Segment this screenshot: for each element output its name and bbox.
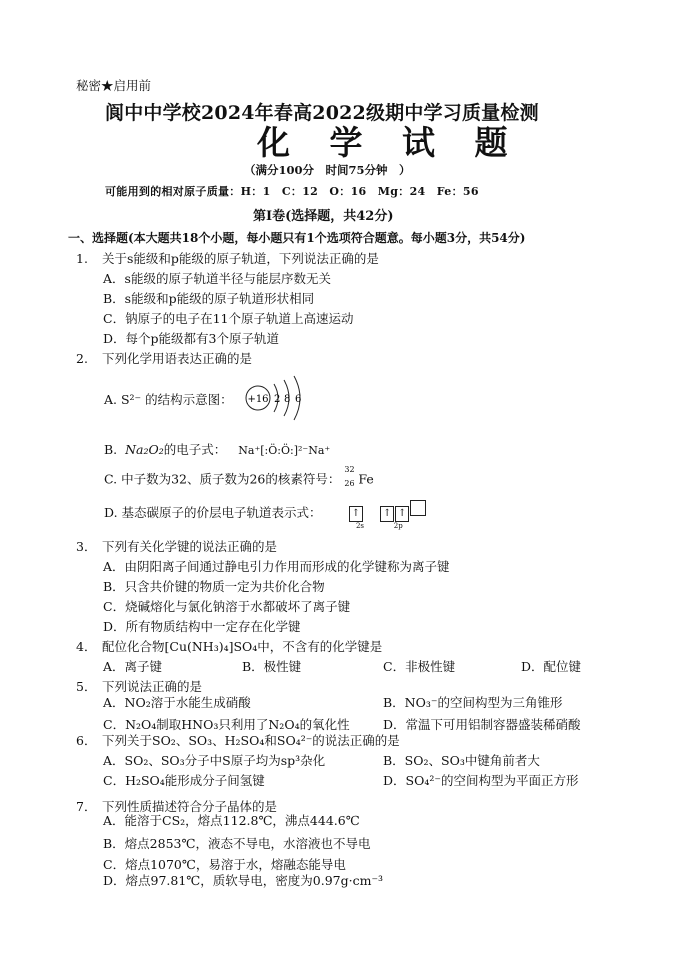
q2-option-c: C. 中子数为32、质子数为26的核素符号： 32 26 Fe [104, 465, 374, 488]
question-number: 6． [76, 733, 97, 748]
q6-option-c: C．H₂SO₄能形成分子间氢键 [103, 773, 265, 788]
confidential-label: 秘密★启用前 [76, 78, 152, 93]
q3-option-a: A．由阴阳离子间通过静电引力作用而形成的化学键称为离子键 [103, 559, 450, 574]
page-title: 化 学 试 题 [257, 123, 522, 162]
question-7 [76, 801, 277, 814]
question-stem: 下列有关化学键的说法正确的是 [102, 539, 278, 554]
q1-option-a: A．s能级的原子轨道半径与能层序数无关 [103, 271, 331, 286]
question-number: 2. [76, 351, 88, 366]
q4-option-a: A．离子键 [103, 659, 163, 674]
question-3 [76, 541, 277, 554]
q6-option-b: B．SO₂、SO₃中键角前者大 [383, 753, 540, 768]
question-6 [76, 735, 400, 748]
q7-option-a: A．能溶于CS₂，熔点112.8℃，沸点444.6℃ [103, 813, 360, 828]
section-instruction: 一、选择题(本大题共18个小题，每小题只有1个选项符合题意。每小题3分，共54分) [68, 231, 526, 245]
q4-option-c: C．非极性键 [383, 659, 456, 674]
q5-option-b: B．NO₃⁻的空间构型为三角锥形 [383, 695, 563, 710]
q2-option-d-text: D. 基态碳原子的价层电子轨道表示式： [104, 505, 322, 520]
q1-option-d: D．每个p能级都有3个原子轨道 [103, 331, 279, 346]
q2-option-b: B. Na₂O₂的电子式： Na⁺[:Ö:Ö:]²⁻Na⁺ [104, 442, 331, 457]
question-number: 3． [76, 539, 97, 554]
orbital-2p-box: ↑ [395, 506, 409, 522]
question-4 [76, 641, 382, 654]
question-number: 7． [76, 799, 97, 814]
question-1 [76, 253, 379, 266]
question-stem: 下列关于SO₂、SO₃、H₂SO₄和SO₄²⁻的说法正确的是 [102, 733, 400, 748]
q4-option-d: D．配位键 [521, 659, 582, 674]
q4-option-b: B．极性键 [242, 659, 302, 674]
formula-label: Na₂O₂ [125, 442, 164, 457]
orbital-label-2s: 2s [355, 522, 365, 530]
atomic-structure-diagram [244, 372, 310, 424]
part-title: 第Ⅰ卷(选择题，共42分) [253, 209, 394, 224]
orbital-diagram [349, 500, 427, 530]
question-stem: 下列化学用语表达正确的是 [102, 351, 253, 366]
q7-option-c: C．熔点1070℃，易溶于水，熔融态能导电 [103, 857, 346, 872]
orbital-2p-box-empty [410, 500, 426, 516]
q2-option-a-text: A. S²⁻ 的结构示意图： [104, 392, 233, 407]
q3-option-d: D．所有物质结构中一定存在化学键 [103, 619, 301, 634]
shell-2-count: 8 [284, 394, 291, 405]
electron-formula: Na⁺[:Ö:Ö:]²⁻Na⁺ [238, 444, 331, 457]
question-stem: 关于s能级和p能级的原子轨道，下列说法正确的是 [102, 251, 379, 266]
q5-option-c: C．N₂O₄制取HNO₃只利用了N₂O₄的氧化性 [103, 717, 350, 732]
question-stem: 配位化合物[Cu(NH₃)₄]SO₄中，不含有的化学键是 [102, 639, 383, 654]
question-5 [76, 681, 202, 694]
atomic-masses: 可能用到的相对原子质量：H：1 C：12 O：16 Mg：24 Fe：56 [105, 185, 479, 198]
q3-option-c: C．烧碱熔化与氯化钠溶于水都破坏了离子键 [103, 599, 351, 614]
q6-option-a: A．SO₂、SO₃分子中S原子均为sp³杂化 [103, 753, 326, 768]
q5-option-d: D．常温下可用铝制容器盛装稀硝酸 [383, 717, 581, 732]
orbital-2p-box: ↑ [380, 506, 394, 522]
q7-option-d: D．熔点97.81℃，质软导电，密度为0.97g·cm⁻³ [103, 873, 384, 888]
school-exam-line: 阆中中学校2024年春高2022级期中学习质量检测 [105, 102, 539, 124]
q6-option-d: D．SO₄²⁻的空间构型为平面正方形 [383, 773, 579, 788]
shell-1-count: 2 [274, 394, 281, 405]
question-number: 1. [76, 251, 88, 266]
nucleus-charge: +16 [247, 394, 269, 405]
orbital-label-2p: 2p [393, 522, 403, 530]
atomic-number: 26 [344, 479, 355, 488]
q3-option-b: B．只含共价键的物质一定为共价化合物 [103, 579, 325, 594]
question-2 [76, 353, 252, 366]
question-stem: 下列说法正确的是 [102, 679, 203, 694]
q5-option-a: A．NO₂溶于水能生成硝酸 [103, 695, 251, 710]
mass-number: 32 [344, 465, 355, 474]
question-stem: 下列性质描述符合分子晶体的是 [102, 799, 278, 814]
exam-meta: （满分100分 时间75分钟 ） [244, 163, 411, 177]
shell-3-count: 6 [295, 394, 302, 405]
q7-option-b: B．熔点2853℃，液态不导电，水溶液也不导电 [103, 836, 371, 851]
element-symbol: Fe [358, 471, 374, 487]
q1-option-c: C．钠原子的电子在11个原子轨道上高速运动 [103, 311, 354, 326]
question-number: 5． [76, 679, 97, 694]
orbital-2s-box: ↑ [349, 506, 363, 522]
question-number: 4． [76, 639, 97, 654]
q1-option-b: B．s能级和p能级的原子轨道形状相同 [103, 291, 315, 306]
